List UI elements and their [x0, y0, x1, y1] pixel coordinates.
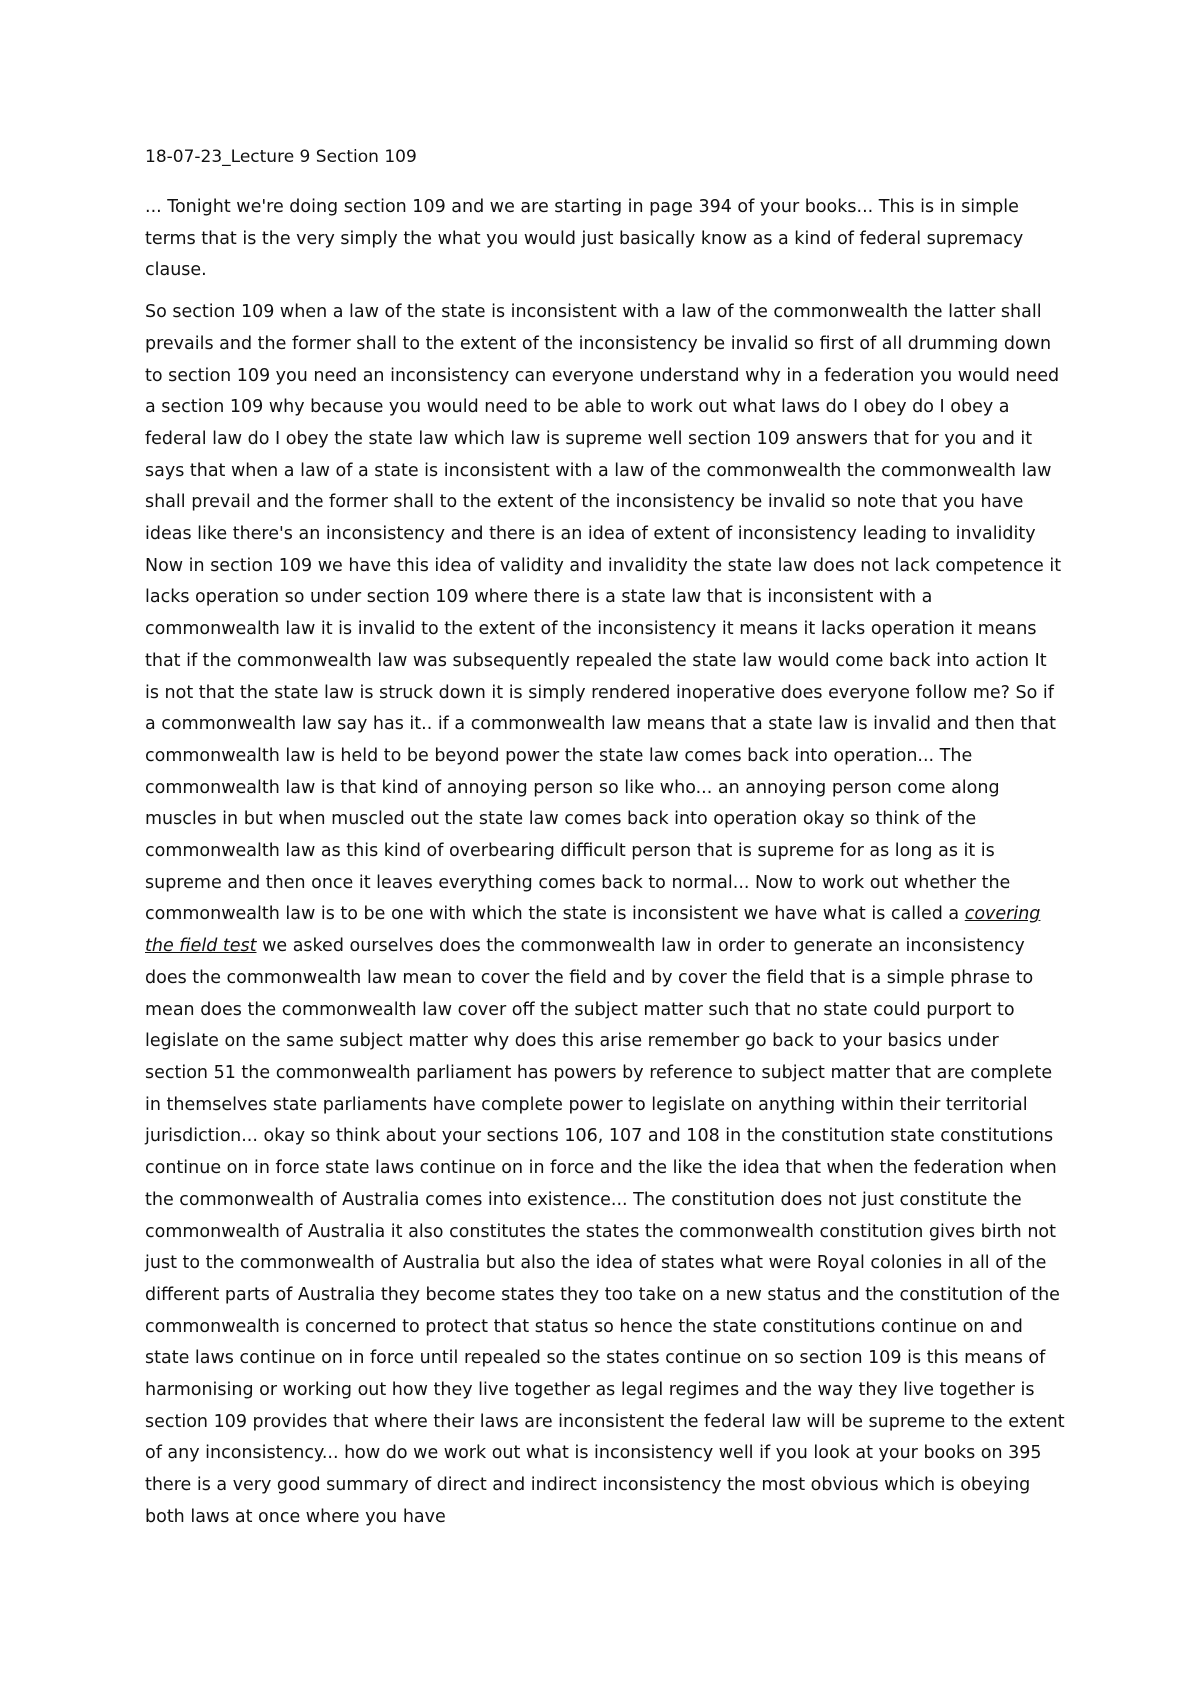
covering-the-field-test-link[interactable]: covering the field test [145, 904, 1041, 957]
document-title: 18-07-23_Lecture 9 Section 109 [145, 147, 417, 167]
paragraph-main-text-after: we asked ourselves does the commonwealth law in order to generate an inconsistency does the commonwealth law mean to cover the field and by cover the field that is a simple phrase to mean does the commonwealth law cover off the subject matter such that no state could purport to legislate on the same subject matter why does this arise remember go back to your basics under section 51 the commonwealth parliament has powers by reference to subject matter that are complete in themselves state parliaments have complete power to legislate on anything within their territorial jurisdiction... okay so think about your sections 106, 107 and 108 in the constitution state constitutions continue on in force state laws continue on in force and the like the idea that when the federation when the commonwealth of Australia comes into existence... The constitution does not just constitute the commonwealth of Australia it also constitutes the states the commonwealth constitution gives birth not just to the commonwealth of Australia but also the idea of states what were Royal colonies in all of the different parts of Australia they become states they too take on a new status and the constitution of the commonwealth is concerned to protect that status so hence the state constitutions continue on and state laws continue on in force until repealed so the states continue on so section 109 is this means of harmonising or working out how they live together as legal regimes and the way they live together is section 109 provides that where their laws are inconsistent the federal law will be supreme to the extent of any inconsistency... how do we work out what is inconsistency well if you look at your books on 395 there is a very good summary of direct and indirect inconsistency the most obvious which is obeying both laws at once where you have [145, 936, 1065, 1527]
paragraph-intro: ... Tonight we're doing section 109 and we are starting in page 394 of your books... This is in simple terms that is the very simply the what you would just basically know as a kind of federal supremacy clause. [145, 197, 1024, 281]
document-body [145, 146, 1065, 1546]
paragraph-main [145, 297, 1065, 1533]
paragraph-main-text-before: So section 109 when a law of the state is inconsistent with a law of the commonwealth the latter shall prevails and the former shall to the extent of the inconsistency be invalid so first of all drumming down to section 109 you need an inconsistency can everyone understand why in a federation you would need a section 109 why because you would need to be able to work out what laws do I obey do I obey a federal law do I obey the state law which law is supreme well section 109 answers that for you and it says that when a law of a state is inconsistent with a law of the commonwealth the commonwealth law shall prevail and the former shall to the extent of the inconsistency be invalid so note that you have ideas like there's an inconsistency and there is an idea of extent of inconsistency leading to invalidity Now in section 109 we have this idea of validity and invalidity the state law does not lack competence it lacks operation so under section 109 where there is a state law that is inconsistent with a commonwealth law it is invalid to the extent of the inconsistency it means it lacks operation it means that if the commonwealth law was subsequently repealed the state law would come back into action It is not that the state law is struck down it is simply rendered inoperative does everyone follow me? So if a commonwealth law say has it.. if a commonwealth law means that a state law is invalid and then that commonwealth law is held to be beyond power the state law comes back into operation... The commonwealth law is that kind of annoying person so like who... an annoying person come along muscles in but when muscled out the state law comes back into operation okay so think of the commonwealth law as this kind of overbearing difficult person that is supreme for as long as it is supreme and then once it leaves everything comes back to normal... Now to work out whether the commonwealth law is to be one with which the state is inconsistent we have what is called a [145, 302, 1062, 925]
